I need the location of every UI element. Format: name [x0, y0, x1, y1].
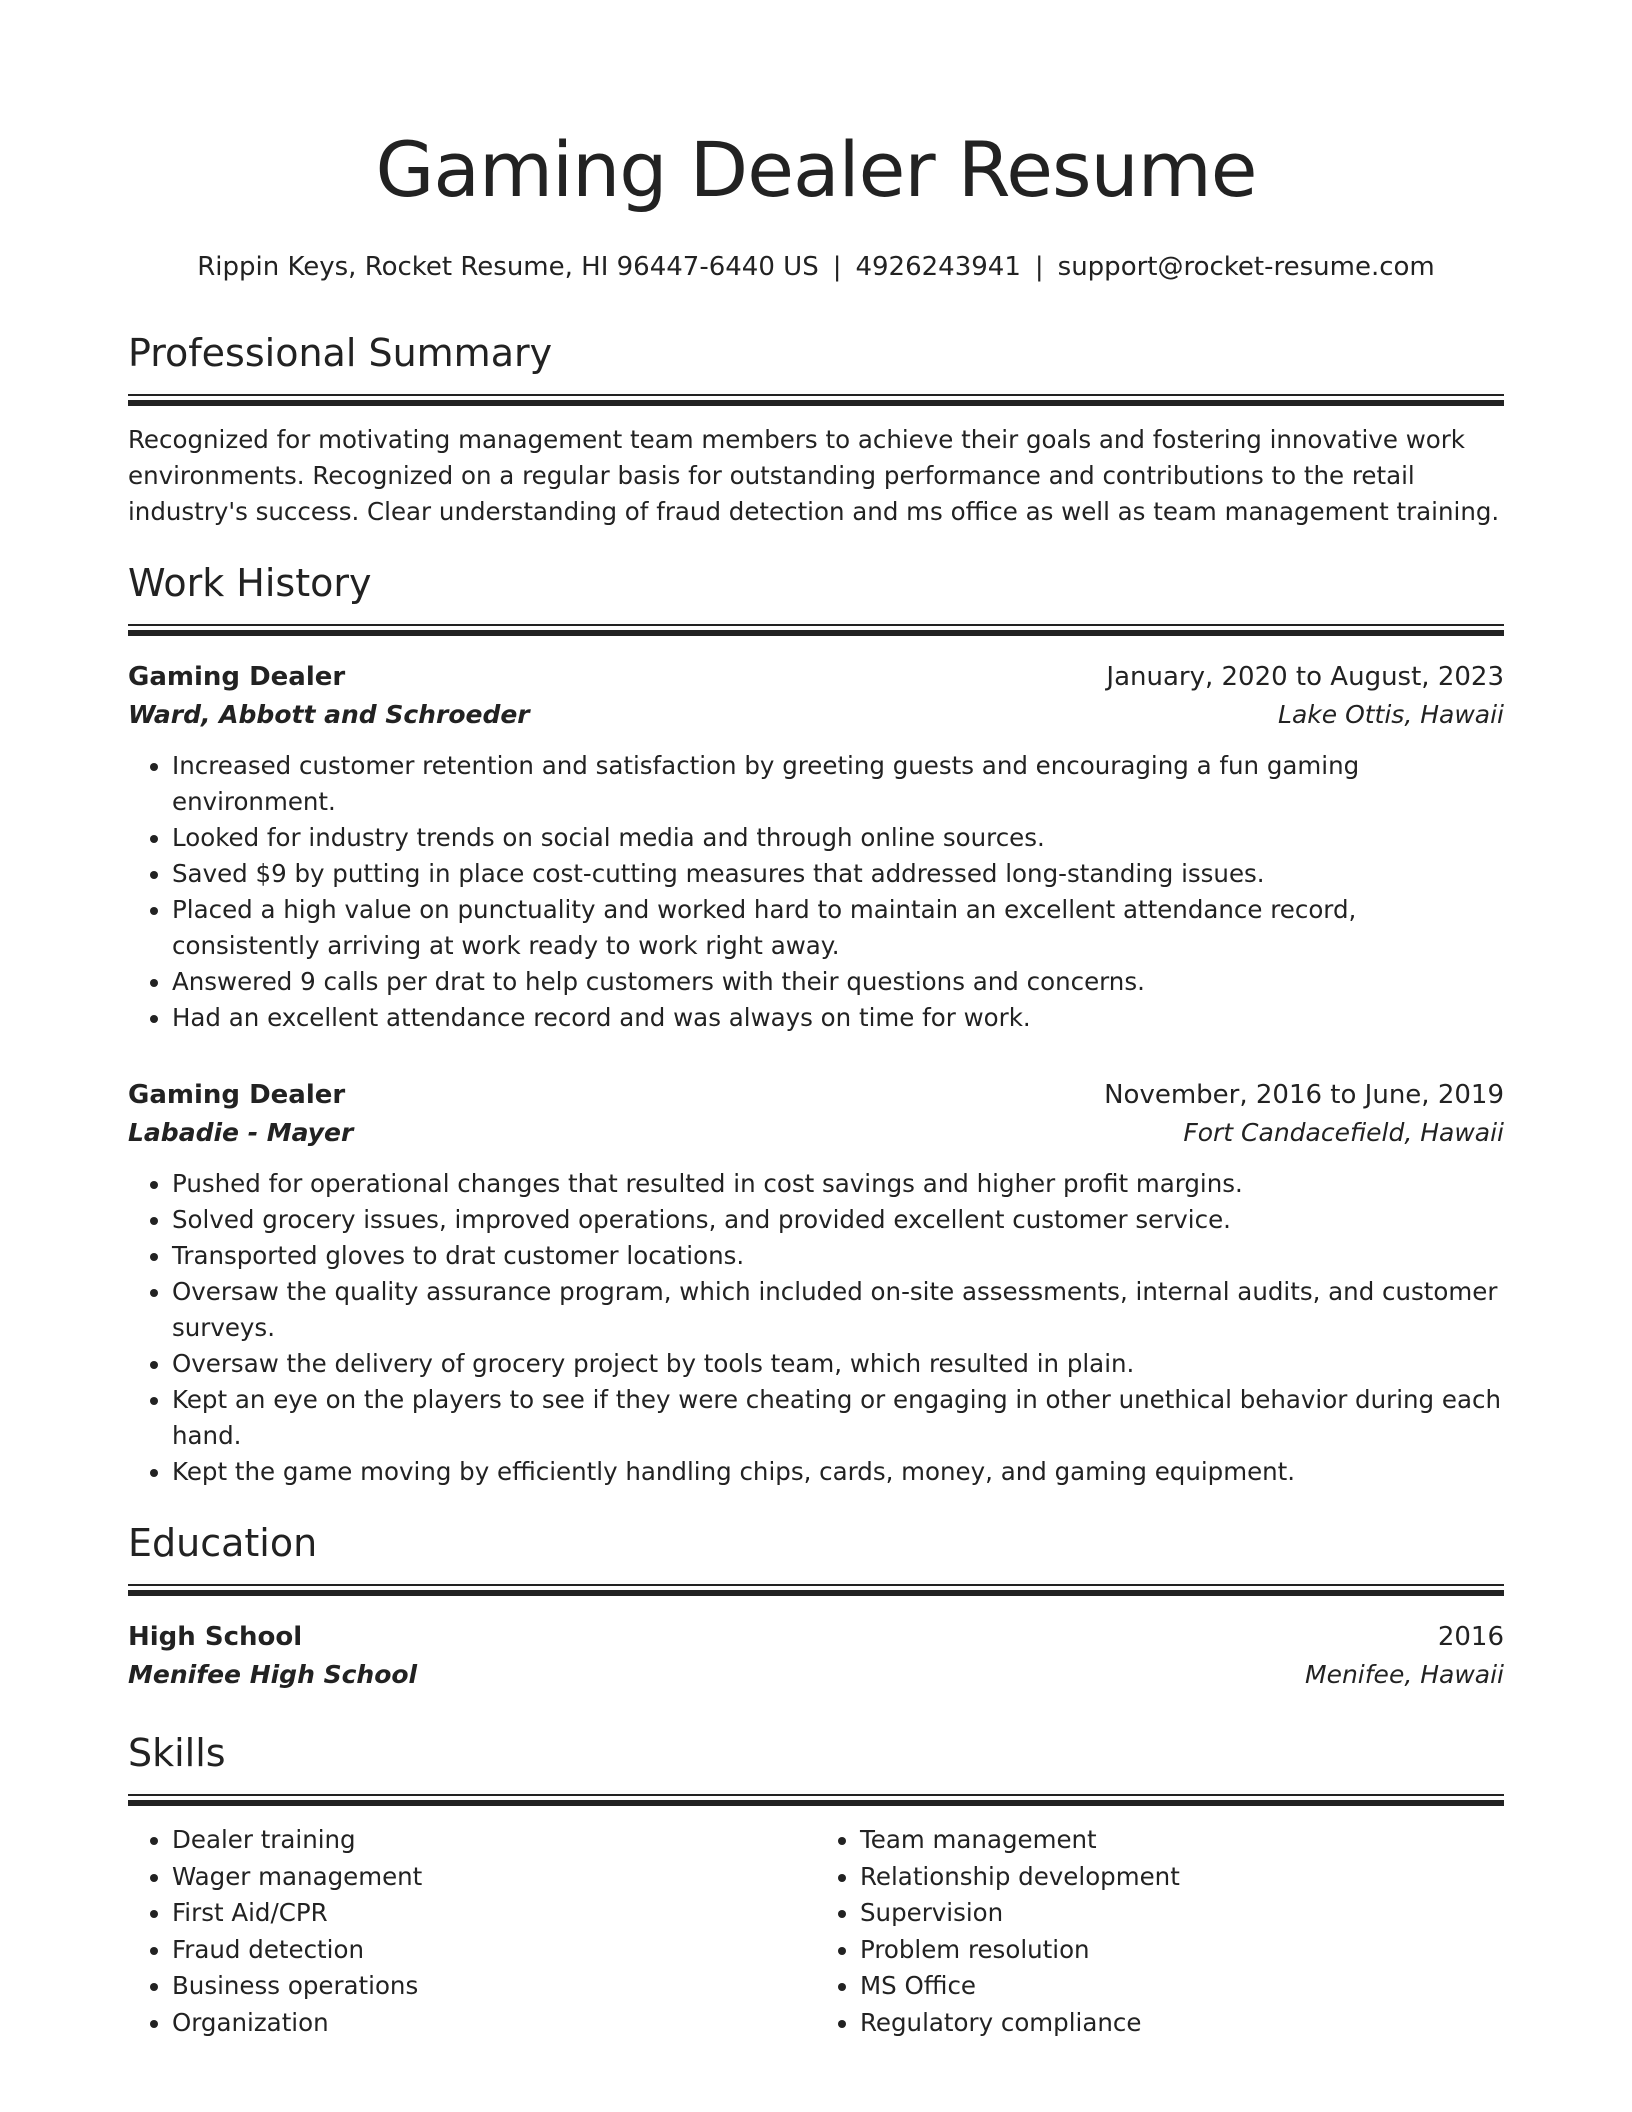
job-location: Lake Ottis, Hawaii [1278, 700, 1504, 729]
job-title: Gaming Dealer [128, 1080, 346, 1110]
list-item: • Answered 9 calls per drat to help customers with their questions and concerns. [172, 964, 1504, 1000]
list-item: • Kept an eye on the players to see if they were cheating or engaging in other unethical behavior during each hand. [172, 1382, 1504, 1454]
job-entry [128, 1076, 1504, 1490]
list-item: • Solved grocery issues, improved operations, and provided excellent customer service. [172, 1202, 1504, 1238]
education-year: 2016 [1437, 1622, 1504, 1652]
contact-address: Rippin Keys, Rocket Resume, HI 96447-6440 US [197, 252, 819, 282]
contact-line [128, 250, 1504, 284]
job-company: Labadie - Mayer [128, 1118, 354, 1147]
skill-item: • Organization [172, 2005, 816, 2042]
skill-item: • Fraud detection [172, 1932, 816, 1969]
job-entry [128, 658, 1504, 1036]
skill-item: • Dealer training [172, 1822, 816, 1859]
education-degree: High School [128, 1622, 303, 1652]
section-divider [128, 1794, 1504, 1806]
list-item: • Looked for industry trends on social media and through online sources. [172, 820, 1504, 856]
skill-item: • First Aid/CPR [172, 1895, 816, 1932]
job-dates: January, 2020 to August, 2023 [1106, 662, 1504, 692]
contact-phone: 4926243941 [855, 252, 1021, 282]
job-bullets [128, 1166, 1504, 1490]
section-divider [128, 394, 1504, 406]
skill-item: • Relationship development [860, 1859, 1504, 1896]
job-dates: November, 2016 to June, 2019 [1104, 1080, 1504, 1110]
contact-separator: | [1034, 252, 1044, 282]
list-item: • Saved $9 by putting in place cost-cutting measures that addressed long-standing issues. [172, 856, 1504, 892]
education-section [128, 1520, 1504, 1694]
list-item: • Transported gloves to drat customer locations. [172, 1238, 1504, 1274]
education-location: Menifee, Hawaii [1305, 1660, 1504, 1689]
list-item: • Pushed for operational changes that resulted in cost savings and higher profit margins. [172, 1166, 1504, 1202]
skill-item: • MS Office [860, 1968, 1504, 2005]
education-heading: Education [128, 1521, 318, 1565]
work-history-heading: Work History [128, 561, 372, 605]
list-item: • Kept the game moving by efficiently handling chips, cards, money, and gaming equipment. [172, 1454, 1504, 1490]
skill-item: • Team management [860, 1822, 1504, 1859]
summary-heading: Professional Summary [128, 331, 553, 375]
skills-right-column [816, 1822, 1504, 2041]
section-divider [128, 1584, 1504, 1596]
skills-heading: Skills [128, 1731, 226, 1775]
job-location: Fort Candacefield, Hawaii [1183, 1118, 1504, 1147]
list-item: • Increased customer retention and satisfaction by greeting guests and encouraging a fun gaming environment. [172, 748, 1504, 820]
skill-item: • Supervision [860, 1895, 1504, 1932]
page-title: Gaming Dealer Resume [375, 125, 1257, 214]
contact-email: support@rocket-resume.com [1057, 252, 1435, 282]
skill-item: • Regulatory compliance [860, 2005, 1504, 2042]
list-item: • Oversaw the delivery of grocery project by tools team, which resulted in plain. [172, 1346, 1504, 1382]
summary-text: Recognized for motivating management team members to achieve their goals and fostering innovative work environments. Recognized on a regular basis for outstanding performance and contributions to the retail industry's success. Clear understanding of fraud detection and ms office as well as team management training. [128, 425, 1500, 526]
job-bullets [128, 748, 1504, 1036]
contact-separator: | [832, 252, 842, 282]
skill-item: • Wager management [172, 1859, 816, 1896]
education-entry [128, 1618, 1504, 1694]
list-item: • Oversaw the quality assurance program, which included on-site assessments, internal audits, and customer surveys. [172, 1274, 1504, 1346]
skill-item: • Problem resolution [860, 1932, 1504, 1969]
skills-section [128, 1730, 1504, 2041]
work-history-section [128, 560, 1504, 1490]
skills-left-column [128, 1822, 816, 2041]
skill-item: • Business operations [172, 1968, 816, 2005]
job-company: Ward, Abbott and Schroeder [128, 700, 530, 729]
education-school: Menifee High School [128, 1660, 418, 1689]
skills-columns [128, 1822, 1504, 2041]
list-item: • Placed a high value on punctuality and worked hard to maintain an excellent attendance record, consistently arriving at work ready to work right away. [172, 892, 1504, 964]
list-item: • Had an excellent attendance record and was always on time for work. [172, 1000, 1504, 1036]
summary-section [128, 330, 1504, 530]
job-title: Gaming Dealer [128, 662, 346, 692]
section-divider [128, 624, 1504, 636]
